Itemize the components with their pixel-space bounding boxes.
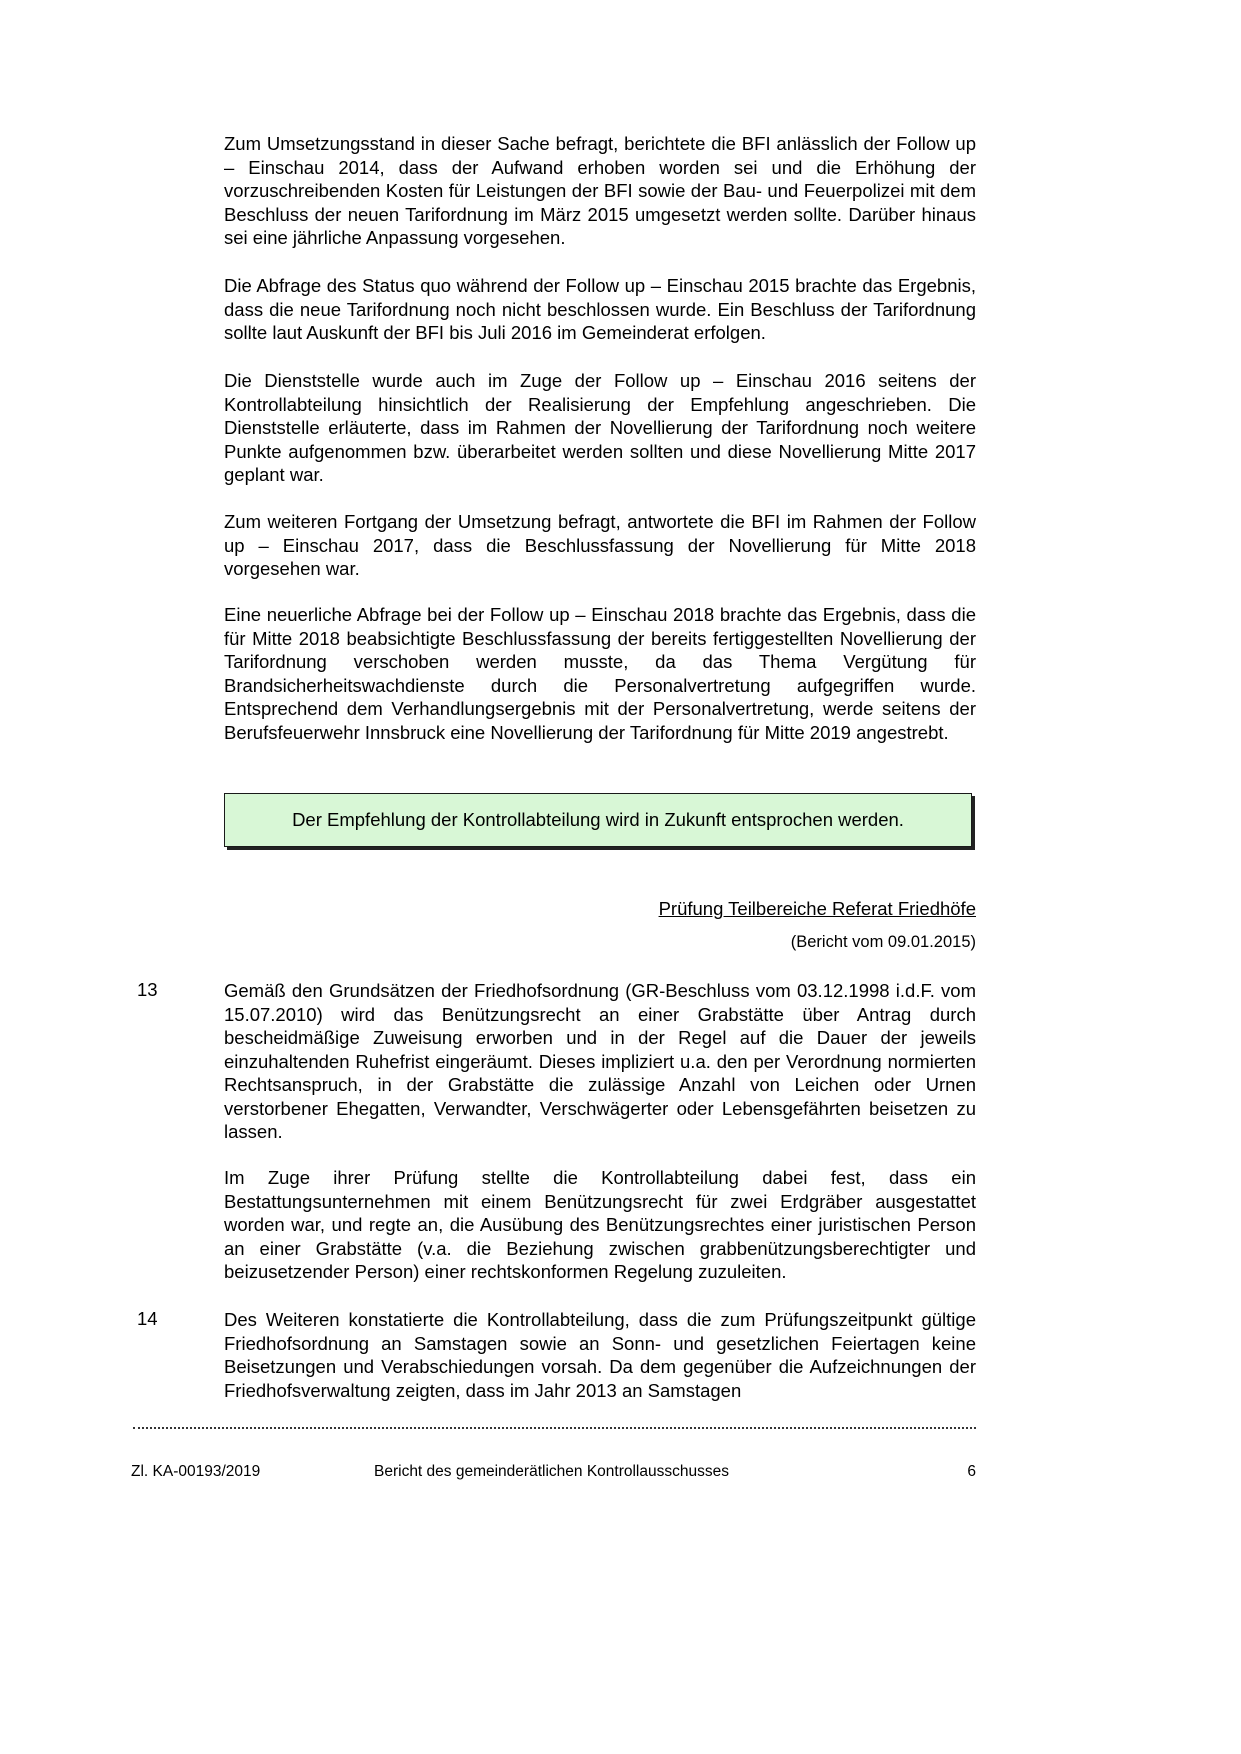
paragraph: Die Dienststelle wurde auch im Zuge der Follow up – Einschau 2016 seitens der Kontrollabteilung hinsichtlich der Realisierung der Empfehlung angeschrieben. Die Dienststelle erläuterte, dass im Rahmen der Novellierung der Tarifordnung noch weitere Punkte aufgenommen bzw. überarbeitet werden sollten und diese Novellierung Mitte 2017 geplant war. xyxy=(224,370,976,485)
footer-title: Bericht des gemeinderätlichen Kontrollausschusses xyxy=(374,1463,729,1480)
paragraph: Eine neuerliche Abfrage bei der Follow up – Einschau 2018 brachte das Ergebnis, dass die für Mitte 2018 beabsichtigte Beschlussfassung der bereits fertiggestellten Novellierung der Tarifordnung verschoben werden musste, da das Thema Vergütung für Brandsicherheitswachdienste durch die Personalvertretung aufgegriffen wurde. Entsprechend dem Verhandlungsergebnis mit der Personalvertretung, werde seitens der Berufsfeuerwehr Innsbruck eine Novellierung der Tarifordnung für Mitte 2019 angestrebt. xyxy=(224,604,976,743)
paragraph: Zum Umsetzungsstand in dieser Sache befragt, berichtete die BFI anlässlich der Follow up – Einschau 2014, dass der Aufwand erhoben worden sei und die Erhöhung der vorzuschreibenden Kosten für Leistungen der BFI sowie der Bau- und Feuerpolizei mit dem Beschluss der neuen Tarifordnung im März 2015 umgesetzt werden sollte. Darüber hinaus sei eine jährliche Anpassung vorgesehen. xyxy=(224,133,976,248)
section-title: Prüfung Teilbereiche Referat Friedhöfe xyxy=(658,898,976,919)
item-number: 13 xyxy=(137,979,158,1000)
recommendation-box xyxy=(224,793,972,847)
footer-divider xyxy=(133,1427,976,1429)
recommendation-text: Der Empfehlung der Kontrollabteilung wird in Zukunft entsprochen werden. xyxy=(292,809,904,830)
page-number: 6 xyxy=(967,1463,976,1480)
footer-reference: Zl. KA-00193/2019 xyxy=(131,1463,261,1480)
paragraph: Zum weiteren Fortgang der Umsetzung befragt, antwortete die BFI im Rahmen der Follow up – Einschau 2017, dass die Beschlussfassung der Novellierung für Mitte 2018 vorgesehen war. xyxy=(224,511,976,579)
paragraph: Die Abfrage des Status quo während der Follow up – Einschau 2015 brachte das Ergebnis, dass die neue Tarifordnung noch nicht beschlossen wurde. Ein Beschluss der Tarifordnung sollte laut Auskunft der BFI bis Juli 2016 im Gemeinderat erfolgen. xyxy=(224,275,976,343)
section-subtitle: (Bericht vom 09.01.2015) xyxy=(790,933,976,951)
item-number: 14 xyxy=(137,1308,158,1329)
paragraph: Im Zuge ihrer Prüfung stellte die Kontrollabteilung dabei fest, dass ein Bestattungsunternehmen mit einem Benützungsrecht für zwei Erdgräber ausgestattet worden war, und regte an, die Ausübung des Benützungsrechtes einer juristischen Person an einer Grabstätte (v.a. die Beziehung zwischen grabbenützungsberechtigter und beizusetzender Person) einer rechtskonformen Regelung zuzuleiten. xyxy=(224,1167,976,1282)
paragraph: Des Weiteren konstatierte die Kontrollabteilung, dass die zum Prüfungszeitpunkt gültige Friedhofsordnung an Samstagen sowie an Sonn- und gesetzlichen Feiertagen keine Beisetzungen und Verabschiedungen vorsah. Da dem gegenüber die Aufzeichnungen der Friedhofsverwaltung zeigten, dass im Jahr 2013 an Samstagen xyxy=(224,1309,976,1401)
paragraph: Gemäß den Grundsätzen der Friedhofsordnung (GR-Beschluss vom 03.12.1998 i.d.F. vom 15.07.2010) wird das Benützungsrecht an einer Grabstätte über Antrag durch bescheidmäßige Zuweisung erworben und in der Regel auf die Dauer der jeweils einzuhaltenden Ruhefrist eingeräumt. Dieses impliziert u.a. den per Verordnung normierten Rechtsanspruch, in der Grabstätte die zulässige Anzahl von Leichen oder Urnen verstorbener Ehegatten, Verwandter, Verschwägerter oder Lebensgefährten beisetzen zu lassen. xyxy=(224,980,976,1142)
